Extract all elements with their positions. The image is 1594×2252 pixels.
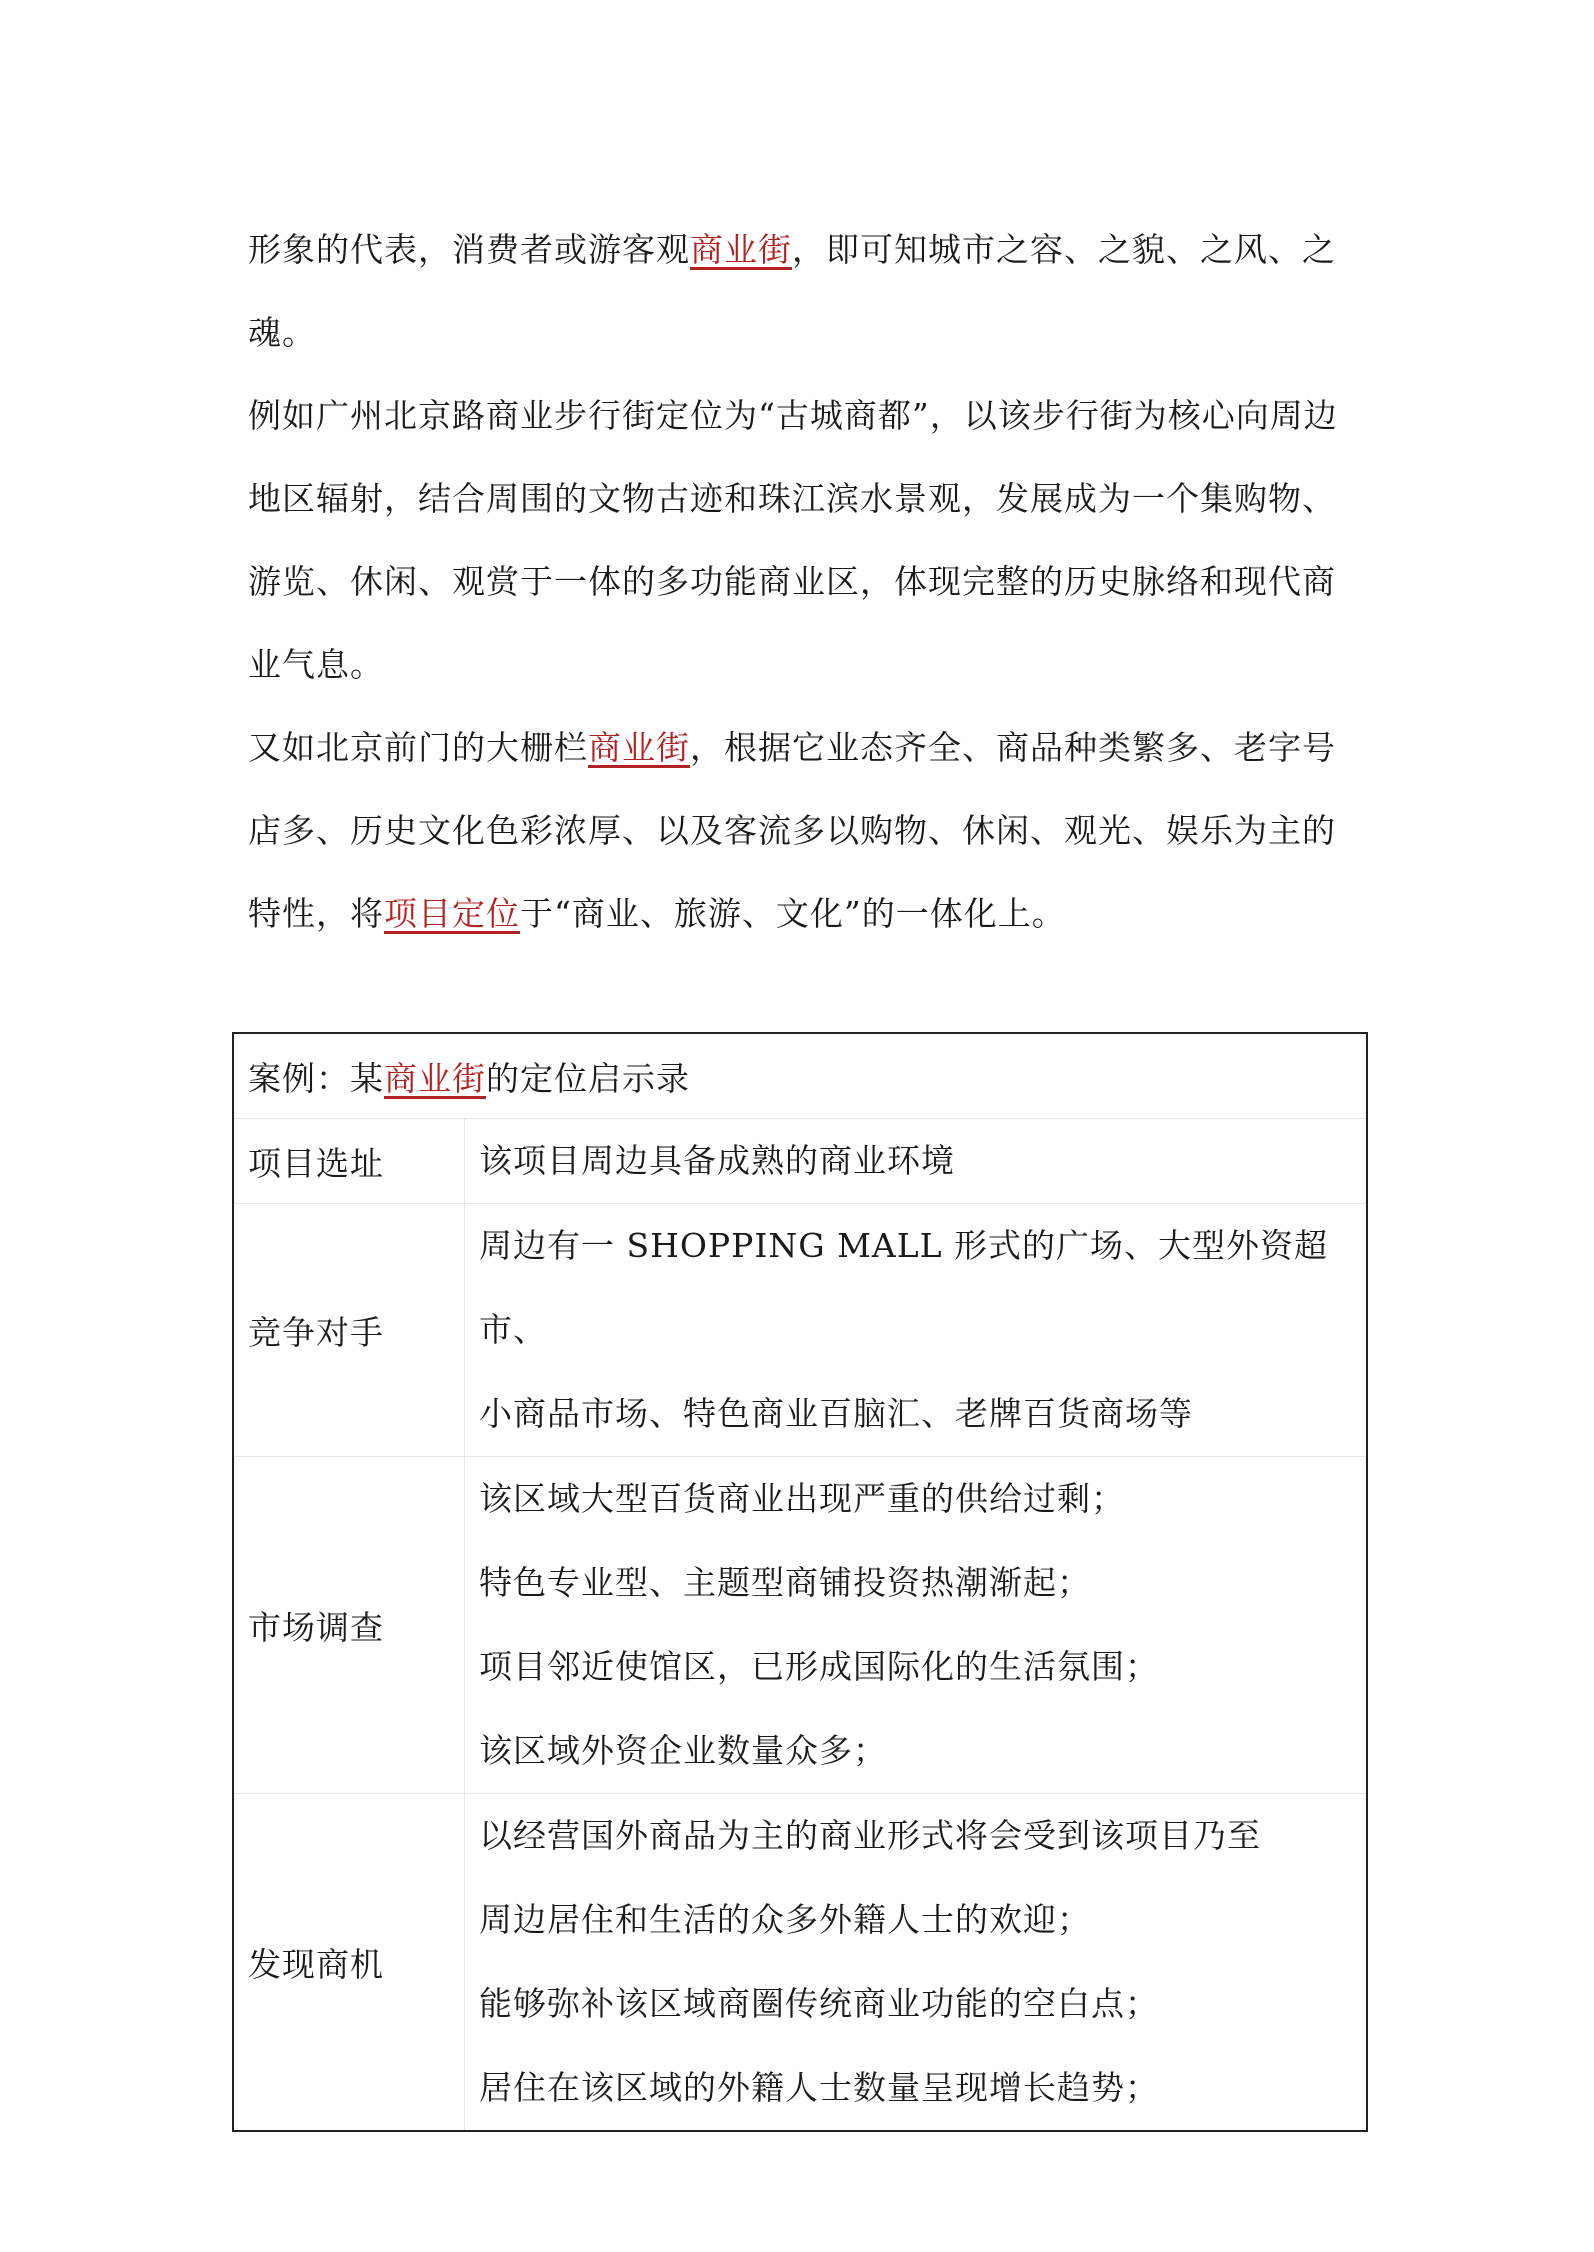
shopping-street-link[interactable]: 商业街 (690, 230, 792, 269)
row-label: 市场调查 (233, 1457, 465, 1794)
paragraph-1 (248, 208, 1360, 374)
table-row (233, 1119, 1367, 1204)
content-line: 能够弥补该区域商圈传统商业功能的空白点； (479, 1984, 1159, 2023)
content-line: 项目邻近使馆区，已形成国际化的生活氛围； (479, 1647, 1159, 1686)
content-line: 周边居住和生活的众多外籍人士的欢迎； (479, 1900, 1091, 1939)
content-line: 该项目周边具备成熟的商业环境 (479, 1141, 955, 1180)
row-content (465, 1204, 1368, 1457)
table-title (233, 1033, 1367, 1119)
row-content (465, 1794, 1368, 2132)
table-row (233, 1457, 1367, 1794)
body-text (248, 208, 1360, 955)
content-line: 以经营国外商品为主的商业形式将会受到该项目乃至 (479, 1816, 1261, 1855)
row-content (465, 1457, 1368, 1794)
paragraph-1-text-end: ，即可知城市之容、之貌、之风、之魂。 (248, 230, 1336, 352)
content-line: 小商品市场、特色商业百脑汇、老牌百货商场等 (479, 1394, 1193, 1433)
project-positioning-link[interactable]: 项目定位 (384, 894, 520, 933)
table-row (233, 1794, 1367, 2132)
content-line: 该区域大型百货商业出现严重的供给过剩； (479, 1479, 1125, 1518)
case-study-table (232, 1032, 1368, 2132)
shopping-street-link[interactable]: 商业街 (384, 1058, 486, 1098)
table-title-end: 的定位启示录 (486, 1058, 690, 1098)
table-title-row (233, 1033, 1367, 1119)
content-line: 周边有一 SHOPPING MALL 形式的广场、大型外资超市、 (479, 1226, 1329, 1349)
paragraph-2: 例如广州北京路商业步行街定位为“古城商都”，以该步行街为核心向周边地区辐射，结合周围的文物古迹和珠江滨水景观，发展成为一个集购物、游览、休闲、观赏于一体的多功能商业区，体现完整的历史脉络和现代商业气息。 (248, 396, 1338, 684)
paragraph-3-text-start: 又如北京前门的大栅栏 (248, 728, 588, 767)
content-line: 居住在该区域的外籍人士数量呈现增长趋势； (479, 2068, 1159, 2107)
paragraph-3-text-middle: ，根据它业态齐全、商品种类繁多、老字号店多、历史文化色彩浓厚、以及客流多以购物、休闲、观光、娱乐为主的特性，将 (248, 728, 1336, 933)
content-line: 该区域外资企业数量众多； (479, 1731, 887, 1770)
shopping-street-link[interactable]: 商业街 (588, 728, 690, 767)
paragraph-1-text-start: 形象的代表，消费者或游客观 (248, 230, 690, 269)
row-label: 发现商机 (233, 1794, 465, 2132)
paragraph-3-text-end: 于“商业、旅游、文化”的一体化上。 (520, 894, 1066, 933)
paragraph-3 (248, 706, 1360, 955)
table-row (233, 1204, 1367, 1457)
table-title-start: 案例：某 (248, 1058, 384, 1098)
content-line: 特色专业型、主题型商铺投资热潮渐起； (479, 1563, 1091, 1602)
row-label: 竞争对手 (233, 1204, 465, 1457)
row-label: 项目选址 (233, 1119, 465, 1204)
row-content (465, 1119, 1368, 1204)
